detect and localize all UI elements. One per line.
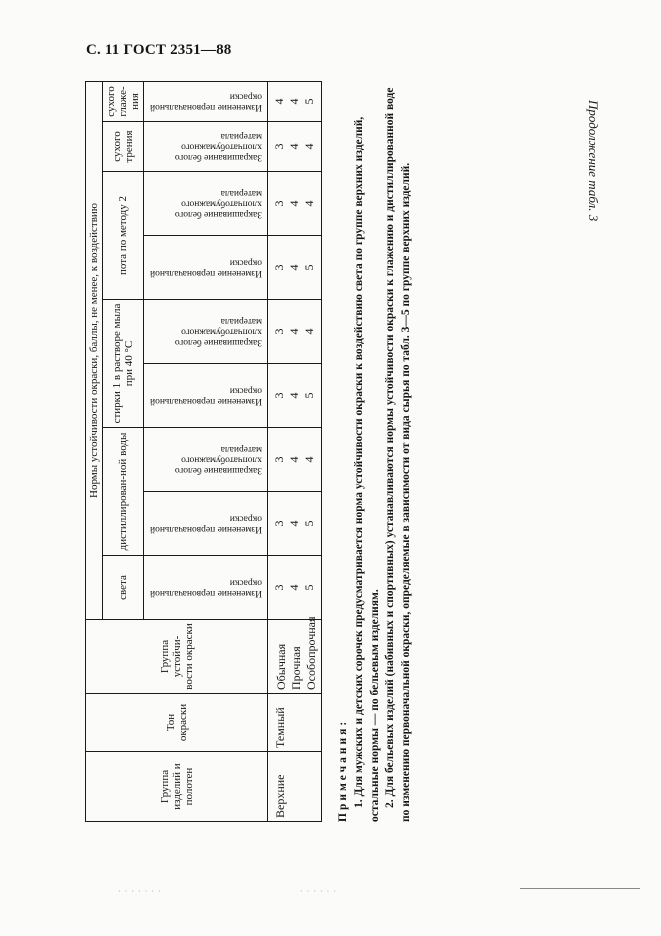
sub-sweat-change: Изменение первоначальной окраски [144,236,268,300]
cell-tone: Темный [268,694,322,752]
sub-rub-stain: Закрашивание белого хлопчатобумажного материала [144,122,268,172]
factor-dry-rub: сухого трения [103,122,144,172]
sub-iron-change: Изменение первоначальной окраски [144,81,268,121]
sub-water-change: Изменение первоначальной окраски [144,492,268,556]
col-header-tone: Тон окраски [86,694,268,752]
cell-light: 3 4 5 [268,556,322,620]
scan-specks-left: · · · · · · · [118,887,162,896]
cell-fastness: Обычная Прочная Особопрочная [268,620,322,694]
table-continuation-label: Продолжение табл. 3 [586,100,601,222]
factor-wash: стирки 1 в растворе мыла при 40 °С [103,300,144,428]
notes-block [336,82,414,822]
sub-wash-stain: Закрашивание белого хлопчатобумажного материала [144,300,268,364]
note-1: 1. Для мужских и детских сорочек предусматривается норма устойчивости окраски к воздействию света по группе верхних изделий, остальные нормы — по бельевым изделиям. [352,116,381,822]
cell-water-change: 3 4 5 [268,492,322,556]
factor-sweat: пота по методу 2 [103,172,144,300]
page-header: С. 11 ГОСТ 2351—88 [86,42,232,58]
cell-group: Верхние [268,752,322,822]
factor-light: света [103,556,144,620]
cell-rub-stain: 3 4 4 [268,122,322,172]
span-header-norms: Нормы устойчивости окраски, баллы, не менее, к воздействию [86,81,103,619]
notes-title: Примечания: [337,718,350,822]
scan-specks-mid: · · · · · · [300,887,337,896]
table-row [268,81,322,821]
cell-wash-change: 3 4 5 [268,364,322,428]
col-header-fastness-group: Группа устойчи-вости окраски [86,620,268,694]
fastness-norms-table [85,81,322,822]
cell-sweat-change: 3 4 5 [268,236,322,300]
cell-wash-stain: 3 4 4 [268,300,322,364]
sub-water-stain: Закрашивание белого хлопчатобумажного материала [144,428,268,492]
factor-dry-iron: сухого глаже-ния [103,81,144,121]
factor-water: дистиллирован-ной воды [103,428,144,556]
note-2: 2. Для бельевых изделий (набивных и спортивных) устанавливаются нормы устойчивости окраски к глажению и дистиллированной воде по изменению первоначальной окраски, определяемые в зависимости от вида сырья по табл. 3—5 по группе верхних изделий. [384,87,412,822]
cell-water-stain: 3 4 4 [268,428,322,492]
sub-sweat-stain: Закрашивание белого хлопчатобумажного материала [144,172,268,236]
rotated-table-area [85,82,585,822]
sub-wash-change: Изменение первоначальной окраски [144,364,268,428]
col-header-group: Группа изделий и полотен [86,752,268,822]
sub-light-change: Изменение первоначальной окраски [144,556,268,620]
scan-line-artifact [520,888,640,889]
cell-iron-change: 4 4 5 [268,81,322,121]
cell-sweat-stain: 3 4 4 [268,172,322,236]
